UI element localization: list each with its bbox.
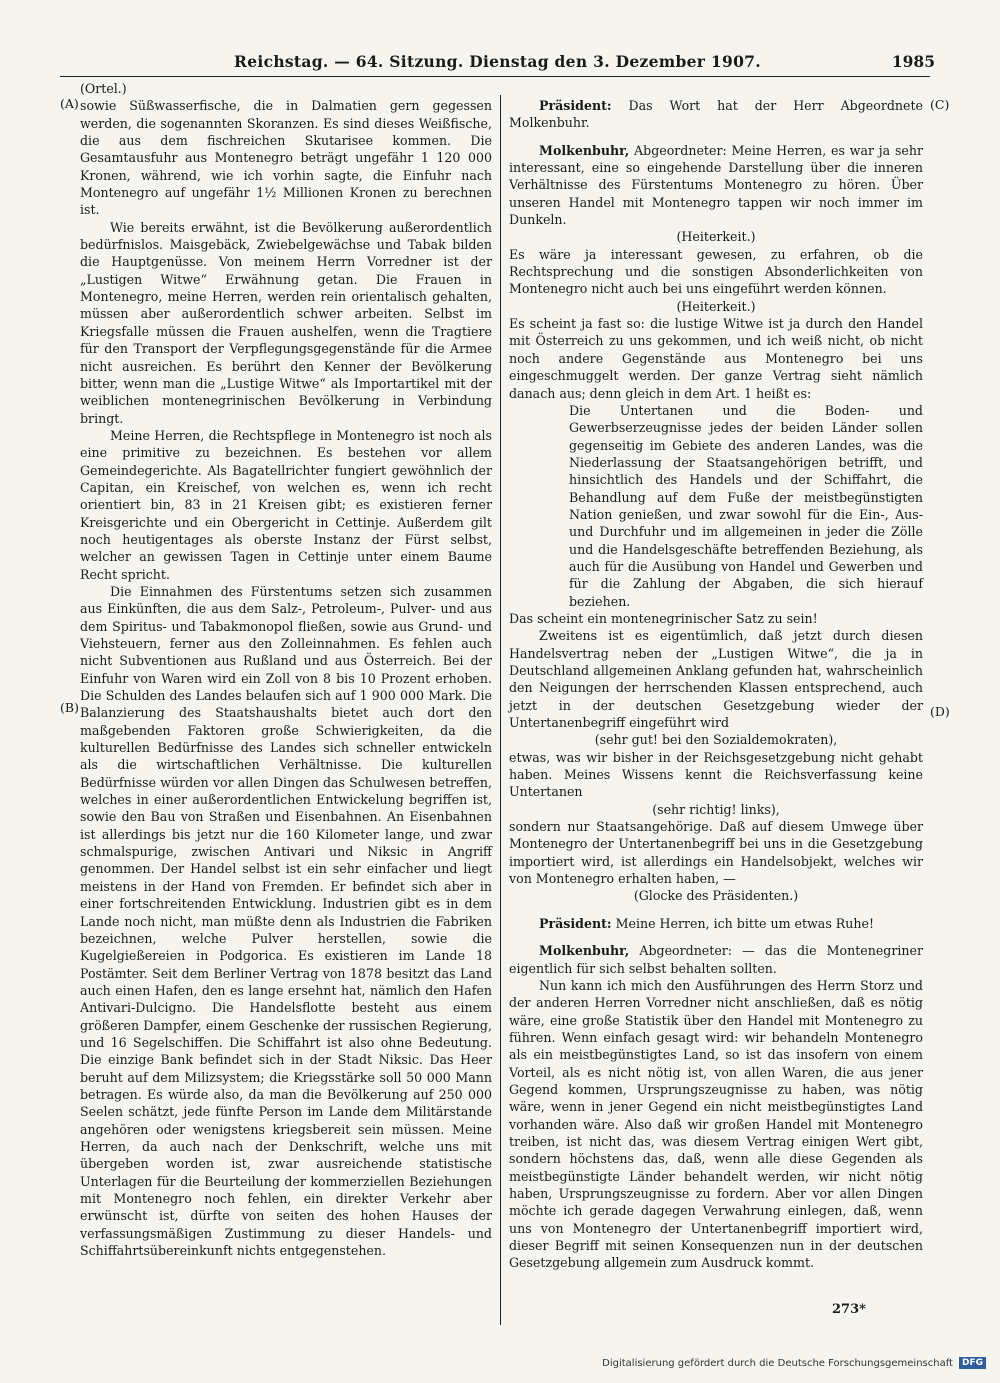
page-number: 1985 — [891, 52, 935, 71]
dfg-logo: DFG — [959, 1357, 986, 1369]
paragraph: Es scheint ja fast so: die lustige Witwe ist ja durch den Handel mit Österreich zu uns gekommen, und ich weiß nicht, ob nicht noch andere Gegenstände aus Montenegro bei uns eingeschmuggelt werden. Der ganze Vertrag sieht nämlich danach aus; denn gleich in dem Art. 1 heißt es: — [509, 316, 923, 401]
speaker-name: Molkenbuhr, — [539, 943, 630, 959]
interjection: (Heiterkeit.) — [676, 229, 756, 245]
paragraph: etwas, was wir bisher in der Reichsgesetzgebung nicht gehabt haben. Meines Wissens kennt die Reichsverfassung keine Untertanen — [509, 749, 923, 800]
paragraph: sowie Süßwasserfische, die in Dalmatien gern gegessen werden, die sogenannten Skoranzen. Es sind dieses Weißfische, die aus dem fischreichen Skutarisee kommen. Die Gesamtausfuhr aus Montenegro beträgt ungefähr 1 120 000 Kronen, während, wie ich vorhin sagte, die Einfuhr nach Montenegro auf ungefähr 1½ Millionen Kronen zu berechnen ist. — [80, 98, 492, 218]
interjection: (sehr gut! bei den Sozialdemokraten), — [594, 732, 838, 748]
speech-president: Präsident: Meine Herren, ich bitte um etwas Ruhe! — [539, 915, 875, 931]
right-column — [509, 80, 923, 1272]
paragraph: Zweitens ist es eigentümlich, daß jetzt durch diesen Handelsvertrag neben der „Lustigen Witwe“, die ja in Deutschland allgemeinen Anklang gefunden hat, wahrscheinlich den Neigungen der herrschenden Klassen entsprechend, auch jetzt in der deutschen Gesetzgebung wieder der Untertanenbegriff eingeführt wird — [509, 628, 923, 731]
left-column — [80, 80, 492, 1259]
footer — [602, 1357, 986, 1369]
margin-mark-b: (B) — [60, 700, 79, 715]
quoted-article: Die Untertanen und die Boden- und Gewerbserzeugnisse jedes der beiden Länder sollen gegenseitig im Gebiete des anderen Landes, was die Niederlassung der Staatsangehörigen betrifft, und hinsichtlich des Handels und der Schiffahrt, die Behandlung auf dem Fuße der meistbegünstigten Nation genießen, und zwar sowohl für die Ein-, Aus- und Durchfuhr und im allgemeinen in jeder die Zölle und die Handelsgeschäfte betreffenden Beziehung, als auch für die Ausübung von Handel und Gewerben und für die Zahlung der Abgaben, die sich hierauf beziehen. — [569, 402, 923, 609]
paragraph: Das scheint ein montenegrinischer Satz zu sein! — [509, 610, 818, 626]
speaker-name: Molkenbuhr, — [539, 142, 630, 158]
column-divider — [500, 95, 501, 1325]
margin-mark-c: (C) — [930, 97, 950, 112]
interjection: (sehr richtig! links), — [652, 801, 780, 817]
paragraph: Es wäre ja interessant gewesen, zu erfahren, ob die Rechtsprechung und die sonstigen Absonderlichkeiten von Montenegro nicht auch bei uns eingeführt werden können. — [509, 246, 923, 297]
header-rule — [60, 76, 930, 77]
paragraph: Die Einnahmen des Fürstentums setzen sich zusammen aus Einkünften, die aus dem Salz-, Petroleum-, Pulver- und aus dem Spiritus- und Tabakmonopol fließen, sowie aus Grund- und Viehsteuern, ferner aus den Zolleinnahmen. Es fehlen auch nicht Subventionen aus Rußland und aus Österreich. Bei der Einfuhr von Waren wird ein Zoll von 8 bis 10 Prozent erhoben. Die Schulden des Landes belaufen sich auf 1 900 000 Mark. Die Balanzierung des Staatshaushalts bietet auch dort den maßgebenden Faktoren große Schwierigkeiten, da die kulturellen Bedürfnisse des Landes sich schneller entwickeln als die wirtschaftlichen Verhältnisse. Die kulturellen Bedürfnisse würden vor allen Dingen das Schulwesen betreffen, welches in einer außerordentlichen Entwickelung begriffen ist, sowie den Bau von Straßen und Eisenbahnen. An Eisenbahnen ist allerdings bis jetzt nur die 160 Kilometer lange, und zwar schmalspurige, zwischen Antivari und Niksic in Angriff genommen. Der Handel selbst ist ein sehr einfacher und liegt meistens in der Hand von Fremden. Er befindet sich aber in einer fortschreitenden Entwicklung. Industrien gibt es in dem Lande noch nicht, man müßte denn als Industrien die Fabriken bezeichnen, welche Pulver herstellen, sowie die Kugelgießereien in Podgorica. Es existieren im Lande 18 Postämter. Seit dem Berliner Vertrag von 1878 besitzt das Land auch einen Hafen, den es lange ersehnt hat, nämlich den Hafen Antivari-Dulcigno. Die Handelsflotte besteht aus einem größeren Dampfer, einem Geschenke der russischen Regierung, und 16 Segelschiffen. Die Schiffahrt ist also ohne Bedeutung. Die einzige Bank befindet sich in der Stadt Niksic. Das Heer beruht auf dem Milizsystem; die Kriegsstärke soll 50 000 Mann betragen. Es würde also, da man die Bevölkerung auf 250 000 Seelen schätzt, jede fünfte Person im Lande dem Militärstande angehören oder wenigstens kriegsbereit sein müssen. Meine Herren, da auch nach der Denkschrift, welche uns mit übergeben worden ist, zwar ausreichende statistische Unterlagen für die Beurteilung der kommerziellen Beziehungen mit Montenegro noch fehlen, ein direkter Verkehr aber erwünscht ist, dürfte von seiten des hohen Hauses der verfassungsmäßigen Zustimmung zu dieser Handels- und Schiffahrtsübereinkunft nichts entgegenstehen. — [80, 583, 492, 1259]
interjection: (Heiterkeit.) — [676, 298, 756, 314]
paragraph: Nun kann ich mich den Ausführungen des Herrn Storz und der anderen Herren Vorredner nicht anschließen, daß es nötig wäre, eine große Statistik über den Handel mit Montenegro zu führen. Wenn einfach gesagt wird: wir behandeln Montenegro als ein meistbegünstigtes Land, so ist das insofern von einem Vorteil, als es nicht nötig ist, von allen Waren, die aus jener Gegend kommen, Ursprungszeugnisse zu haben, was nötig wäre, wenn in jener Gegend ein nicht meistbegünstigtes Land vorhanden wäre. Also daß wir großen Handel mit Montenegro treiben, ist nicht das, was diesem Vertrag einigen Wert gibt, sondern höchstens das, daß, wenn alle diese Gegenden als meistbegünstigte Länder behandelt werden, wir nicht nötig haben, Ursprungszeugnisse zu fordern. Aber vor allen Dingen möchte ich gerade dagegen Verwahrung einlegen, daß, wenn uns von Montenegro der Untertanenbegriff importiert wird, dieser Begriff mit seinen Konsequenzen nun in der deutschen Gesetzgebung allgemein zum Ausdruck kommt. — [509, 977, 923, 1271]
footer-credit: Digitalisierung gefördert durch die Deutsche Forschungsgemeinschaft — [602, 1357, 953, 1369]
margin-mark-a: (A) — [60, 96, 79, 111]
paragraph: Wie bereits erwähnt, ist die Bevölkerung außerordentlich bedürfnislos. Maisgebäck, Zwiebelgewächse und Tabak bilden die Hauptgenüsse. Von meinem Herrn Vorredner ist der „Lustigen Witwe“ Erwähnung getan. Die Frauen in Montenegro, meine Herren, werden rein orientalisch gehalten, müssen aber außerordentlich schwer arbeiten. Selbst im Kriegsfalle müssen die Frauen aushelfen, wenn die Tragtiere für den Transport der Verpflegungsgegenstände für die Armee nicht ausreichen. Es berührt den Kenner der Bevölkerung bitter, wenn man die „Lustige Witwe“ als Importartikel mit der weiblichen montenegrinischen Bevölkerung in Verbindung bringt. — [80, 219, 492, 426]
paragraph: sondern nur Staatsangehörige. Daß auf diesem Umwege über Montenegro der Untertanenbegriff bei uns in die Gesetzgebung importiert wird, ist allerdings ein Handelsobjekt, welches wir von Montenegro erhalten haben, — — [509, 819, 923, 887]
speech-president: Präsident: Das Wort hat der Herr Abgeordnete Molkenbuhr. — [509, 98, 923, 131]
signature-mark: 273* — [832, 1302, 866, 1317]
speaker-tag: (Ortel.) — [80, 81, 127, 96]
paragraph: Meine Herren, die Rechtspflege in Montenegro ist noch als eine primitive zu bezeichnen. Es bestehen vor allem Gemeindegerichte. Als Bagatellrichter fungiert gewöhnlich der Capitan, ein Kreischef, von welchen es, wenn ich recht orientiert bin, 83 in 21 Kreisen gibt; es existieren ferner Kreisgerichte und ein Obergericht in Cettinje. Außerdem gilt noch heutigentages als oberste Instanz der Fürst selbst, welcher an gewissen Tagen in Cettinje unter einem Baume Recht spricht. — [80, 427, 492, 582]
speech-molkenbuhr: Molkenbuhr, Abgeordneter: — das die Montenegriner eigentlich für sich selbst behalten sollten. — [509, 943, 923, 976]
page-header — [60, 52, 935, 74]
speaker-name: Präsident: — [539, 98, 612, 113]
header-title: Reichstag. — 64. Sitzung. Dienstag den 3. Dezember 1907. — [234, 52, 761, 71]
interjection: (Glocke des Präsidenten.) — [633, 888, 799, 904]
speaker-name: Präsident: — [539, 915, 612, 931]
speech-molkenbuhr: Molkenbuhr, Abgeordneter: Meine Herren, es war ja sehr interessant, eine so eingehende Darstellung über die inneren Verhältnisse des Fürstentums Montenegro zu hören. Über unseren Handel mit Montenegro tappen wir noch immer im Dunkeln. — [509, 142, 923, 228]
margin-mark-d: (D) — [930, 704, 950, 719]
